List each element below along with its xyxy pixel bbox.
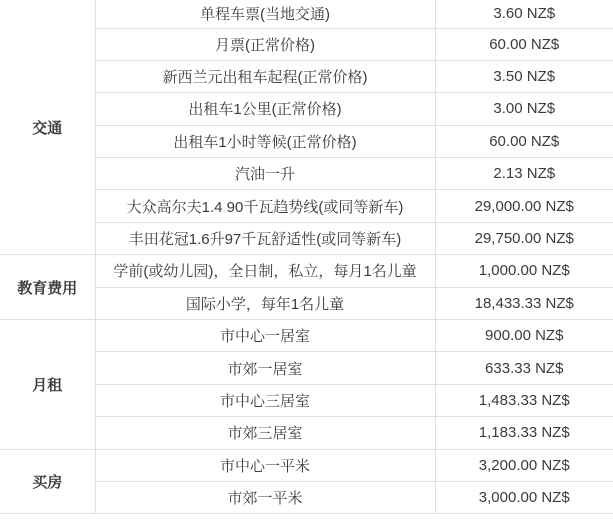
item-cell: 月票(正常价格) <box>95 28 435 60</box>
item-cell: 国际小学，每年1名儿童 <box>95 287 435 319</box>
price-cell: 3,200.00 NZ$ <box>435 449 613 481</box>
price-cell: 633.33 NZ$ <box>435 352 613 384</box>
price-cell: 1,183.33 NZ$ <box>435 417 613 449</box>
table-row <box>0 255 613 287</box>
price-cell: 60.00 NZ$ <box>435 125 613 157</box>
price-cell: 900.00 NZ$ <box>435 320 613 352</box>
category-cell: 买房 <box>0 449 95 514</box>
item-cell: 单程车票(当地交通) <box>95 0 435 28</box>
price-cell: 18,433.33 NZ$ <box>435 287 613 319</box>
item-cell: 市郊三居室 <box>95 417 435 449</box>
item-cell: 汽油一升 <box>95 158 435 190</box>
price-cell: 1,483.33 NZ$ <box>435 384 613 416</box>
price-cell: 3.50 NZ$ <box>435 60 613 92</box>
table-row <box>0 320 613 352</box>
price-cell: 3.60 NZ$ <box>435 0 613 28</box>
item-cell: 大众高尔夫1.4 90千瓦趋势线(或同等新车) <box>95 190 435 222</box>
price-cell: 3.00 NZ$ <box>435 93 613 125</box>
item-cell: 新西兰元出租车起程(正常价格) <box>95 60 435 92</box>
price-cell: 29,000.00 NZ$ <box>435 190 613 222</box>
item-cell: 学前(或幼儿园)，全日制，私立，每月1名儿童 <box>95 255 435 287</box>
table-row <box>0 0 613 28</box>
item-cell: 市郊一居室 <box>95 352 435 384</box>
item-cell: 市中心三居室 <box>95 384 435 416</box>
category-cell: 月租 <box>0 320 95 450</box>
item-cell: 市中心一平米 <box>95 449 435 481</box>
item-cell: 市中心一居室 <box>95 320 435 352</box>
category-cell: 教育费用 <box>0 255 95 320</box>
category-cell: 交通 <box>0 0 95 255</box>
item-cell: 出租车1小时等候(正常价格) <box>95 125 435 157</box>
price-cell: 29,750.00 NZ$ <box>435 222 613 254</box>
price-cell: 3,000.00 NZ$ <box>435 481 613 513</box>
table-row <box>0 449 613 481</box>
item-cell: 丰田花冠1.6升97千瓦舒适性(或同等新车) <box>95 222 435 254</box>
item-cell: 出租车1公里(正常价格) <box>95 93 435 125</box>
item-cell: 市郊一平米 <box>95 481 435 513</box>
price-cell: 1,000.00 NZ$ <box>435 255 613 287</box>
price-cell: 60.00 NZ$ <box>435 28 613 60</box>
price-cell: 2.13 NZ$ <box>435 158 613 190</box>
